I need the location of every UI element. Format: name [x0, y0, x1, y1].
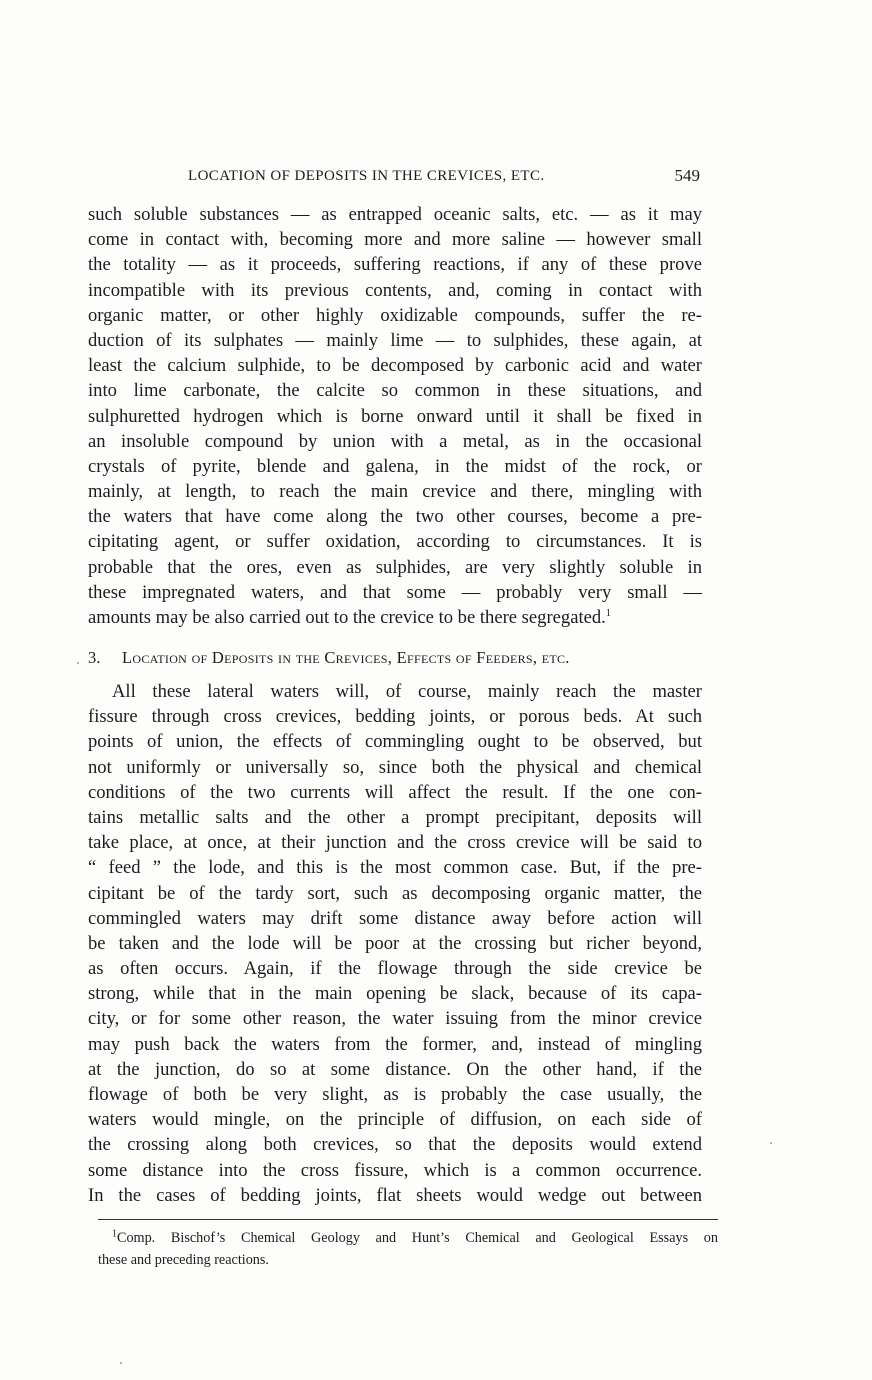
text-line: at the junction, do so at some distance. On the other hand, if the	[88, 1058, 702, 1080]
text-line: crystals of pyrite, blende and galena, in the midst of the rock, or	[88, 455, 702, 477]
section-title: Location of Deposits in the Crevices, Effects of Feeders, etc.	[122, 648, 570, 667]
text-line: not uniformly or universally so, since both the physical and chemical	[88, 756, 702, 778]
running-title: LOCATION OF DEPOSITS IN THE CREVICES, ETC.	[188, 168, 545, 184]
text-line: may push back the waters from the former, and, instead of mingling	[88, 1033, 702, 1055]
text-line-content: amounts may be also carried out to the crevice to be there segregated.	[88, 607, 606, 628]
text-line-last	[88, 605, 702, 630]
running-head	[188, 168, 700, 190]
text-line: such soluble substances — as entrapped oceanic salts, etc. — as it may	[88, 204, 702, 225]
footnote	[98, 1227, 718, 1271]
text-line: waters would mingle, on the principle of diffusion, on each side of	[88, 1109, 702, 1131]
text-line: these impregnated waters, and that some — probably very small —	[88, 581, 702, 603]
text-line: some distance into the cross fissure, which is a common occurrence.	[88, 1159, 702, 1181]
footnote-line: these and preceding reactions.	[98, 1252, 269, 1268]
text-line: come in contact with, becoming more and more saline — however small	[88, 229, 702, 251]
text-line: take place, at once, at their junction and the cross crevice will be said to	[88, 832, 702, 854]
page-number: 549	[674, 166, 700, 185]
text-line: probable that the ores, even as sulphides, are very slightly soluble in	[88, 556, 702, 578]
text-line: least the calcium sulphide, to be decomposed by carbonic acid and water	[88, 355, 702, 377]
text-line: flowage of both be very slight, as is probably the case usually, the	[88, 1084, 702, 1105]
text-line: strong, while that in the main opening be slack, because of its capa-	[88, 983, 702, 1005]
text-line: conditions of the two currents will affect the result. If the one con-	[88, 781, 702, 803]
text-line: be taken and the lode will be poor at the crossing but richer beyond,	[88, 932, 702, 954]
text-line: the totality — as it proceeds, suffering reactions, if any of these prove	[88, 254, 702, 276]
footnote-divider	[98, 1219, 718, 1220]
text-line-indented: All these lateral waters will, of course, mainly reach the master	[112, 681, 702, 702]
text-line: cipitant be of the tardy sort, such as decomposing organic matter, the	[88, 882, 702, 904]
text-line: organic matter, or other highly oxidizable compounds, suffer the re-	[88, 304, 702, 326]
text-line: mainly, at length, to reach the main crevice and there, mingling with	[88, 481, 702, 503]
text-line: fissure through cross crevices, bedding joints, or porous beds. At such	[88, 706, 702, 728]
footnote-marker: 1	[112, 1228, 117, 1240]
text-line: the crossing along both crevices, so that the deposits would extend	[88, 1134, 702, 1156]
scan-speck	[120, 1362, 122, 1364]
footnote-line	[98, 1227, 718, 1249]
text-line: “ feed ” the lode, and this is the most common case. But, if the pre-	[88, 857, 702, 879]
text-line: as often occurs. Again, if the flowage through the side crevice be	[88, 958, 702, 980]
section-heading	[88, 648, 702, 674]
footnote-text: Comp. Bischof’s Chemical Geology and Hunt’s Chemical and Geological Essays on	[117, 1230, 718, 1246]
text-line: incompatible with its previous contents, and, coming in contact with	[88, 279, 702, 301]
section-number: 3.	[88, 648, 101, 667]
text-line: commingled waters may drift some distance away before action will	[88, 907, 702, 929]
text-line: In the cases of bedding joints, flat sheets would wedge out between	[88, 1184, 702, 1206]
text-line: the waters that have come along the two other courses, become a pre-	[88, 506, 702, 528]
text-line: points of union, the effects of commingling ought to be observed, but	[88, 731, 702, 753]
paragraph-continued	[88, 202, 702, 630]
scan-speck	[77, 662, 79, 664]
text-line: cipitating agent, or suffer oxidation, according to circumstances. It is	[88, 531, 702, 553]
text-line: city, or for some other reason, the water issuing from the minor crevice	[88, 1008, 702, 1030]
text-line: into lime carbonate, the calcite so common in these situations, and	[88, 380, 702, 402]
footnote-reference: 1	[605, 607, 611, 619]
text-line: tains metallic salts and the other a prompt precipitant, deposits will	[88, 806, 702, 828]
text-line: sulphuretted hydrogen which is borne onward until it shall be fixed in	[88, 405, 702, 427]
paragraph-section-3	[88, 679, 702, 1208]
text-line: an insoluble compound by union with a metal, as in the occasional	[88, 430, 702, 452]
text-line: duction of its sulphates — mainly lime — to sulphides, these again, at	[88, 329, 702, 351]
scan-speck	[770, 1142, 772, 1144]
